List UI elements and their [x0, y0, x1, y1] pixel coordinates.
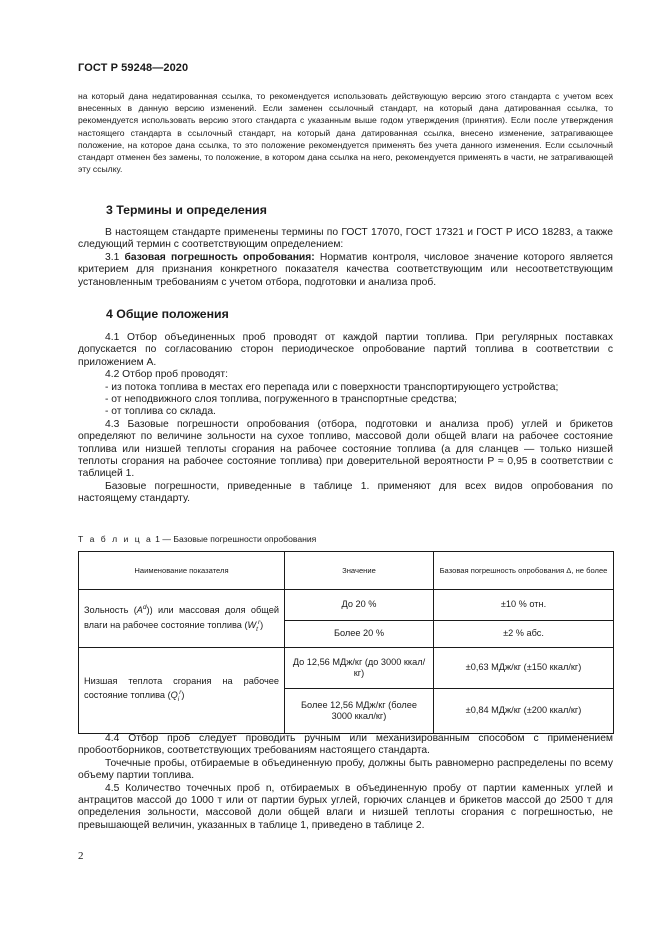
section-3-title: 3 Термины и определения: [106, 203, 267, 217]
list-item: - от неподвижного слоя топлива, погруженного в транспортные средства;: [105, 394, 457, 406]
paragraph-4-3: 4.3 Базовые погрешности опробования (отбора, подготовки и анализа проб) углей и брикетов определяют по величине зольности на сухое топливо, массовой доли общей влаги на рабочее состояние топлива или низшей теплоты сгорания на рабочее состояние топлива (а для сланцев — только низшей теплоты сгорания на рабочее состояние топлива) при доверительной вероятности P ≈ 0,95 в соответствии с таблицей 1.: [78, 418, 613, 480]
table-cell-value: До 12,56 МДж/кг (до 3000 ккал/кг): [285, 648, 434, 689]
table-cell-value: До 20 %: [285, 590, 434, 621]
table-caption: [78, 534, 316, 544]
page-number: 2: [78, 850, 84, 862]
paragraph-4-3b: Базовые погрешности, приведенные в таблице 1. применяют для всех видов опробования по настоящему стандарту.: [78, 480, 613, 505]
table-header-cell: Базовая погрешность опробования Δ, не более: [434, 552, 614, 590]
table-row: [79, 648, 614, 689]
table-cell-error: ±10 % отн.: [434, 590, 614, 621]
section-4-body: [78, 332, 613, 506]
table-1: [78, 551, 614, 734]
list-item: - от топлива со склада.: [105, 406, 216, 418]
intro-paragraph: на который дана недатированная ссылка, то рекомендуется использовать действующую версию этого стандарта с учетом всех внесенных в данную версию изменений. Если заменен ссылочный стандарт, на который дана датированная ссылка, то рекомендуется использовать версию этого стандарта с указанным выше годом утверждения (принятия). Если после утверждения настоящего стандарта в ссылочный стандарт, на который дана датированная ссылка, внесено изменение, затрагивающее положение, на которое дана ссылка, то это положение рекомендуется применять без учета данного изменения. Если ссылочный стандарт отменен без замены, то положение, в котором дана ссылка на него, рекомендуется применять в части, не затрагивающей эту ссылку.: [78, 91, 613, 175]
table-caption-prefix: Т а б л и ц а: [78, 534, 153, 544]
paragraph-4-4b: Точечные пробы, отбираемые в объединенную пробу, должны быть равномерно распределены по всему объему партии топлива.: [78, 757, 613, 782]
table-cell-value: Более 20 %: [285, 621, 434, 648]
table-cell-error: ±0,84 МДж/кг (±200 ккал/кг): [434, 689, 614, 734]
paragraph-4-2: 4.2 Отбор проб проводят:: [105, 369, 228, 381]
term-number: 3.1: [105, 251, 125, 263]
table-cell-error: ±0,63 МДж/кг (±150 ккал/кг): [434, 648, 614, 689]
table-caption-text: 1 — Базовые погрешности опробования: [152, 534, 317, 544]
table-header-cell: Наименование показателя: [79, 552, 285, 590]
table-header-row: [79, 552, 614, 590]
term-name: базовая погрешность опробования:: [124, 251, 315, 263]
paragraph-4-4: 4.4 Отбор проб следует проводить ручным или механизированным способом с применением пробоотборников, соответствующих требованиям настоящего стандарта.: [78, 733, 613, 757]
document-header: ГОСТ Р 59248—2020: [78, 62, 189, 74]
table-header-cell: Значение: [285, 552, 434, 590]
paragraph-4-5: 4.5 Количество точечных проб n, отбираемых в объединенную пробу от партии каменных углей и антрацитов массой до 1000 т или от партии бурых углей, горючих сланцев и брикетов массой до 2500 т для определения зольности, массовой доли общей влаги и низшей теплоты сгорания с погрешностью, не превышающей величин, указанных в таблице 1, приведено в таблице 2.: [78, 782, 613, 831]
section-3-paragraph-1: В настоящем стандарте применены термины по ГОСТ 17070, ГОСТ 17321 и ГОСТ Р ИСО 18283, а также следующий термин с соответствующим определением:: [78, 227, 613, 251]
table-cell-name: Низшая теплота сгорания на рабочее состояние топлива $(Q_i^r)$: [79, 648, 285, 734]
table-cell-value: Более 12,56 МДж/кг (более 3000 ккал/кг): [285, 689, 434, 734]
section-3-body: [78, 227, 613, 289]
paragraph-4-1: 4.1 Отбор объединенных проб проводят от каждой партии топлива. При регулярных поставках допускается по согласованию сторон периодическое опробование партий топлива в соответствии с приложением А.: [78, 332, 613, 368]
list-item: - из потока топлива в местах его перепада или с поверхности транспортирующего устройства;: [105, 381, 559, 393]
table-row: [79, 590, 614, 621]
section-4-continued: [78, 733, 613, 832]
term-definition: Норматив контроля, числовое значение которого является критерием для признания конкретного показателя качества соответствующим или несоответствующим установленным требованиям с учетом отбора, подготовки и анализа проб.: [78, 251, 614, 288]
table-cell-name: Зольность $(A^d)$) или массовая доля общей влаги на рабочее состояние топлива $(W_t^r)$: [79, 590, 285, 648]
section-3-paragraph-2: [78, 252, 613, 289]
section-4-title: 4 Общие положения: [106, 307, 229, 321]
table-cell-error: ±2 % абс.: [434, 621, 614, 648]
